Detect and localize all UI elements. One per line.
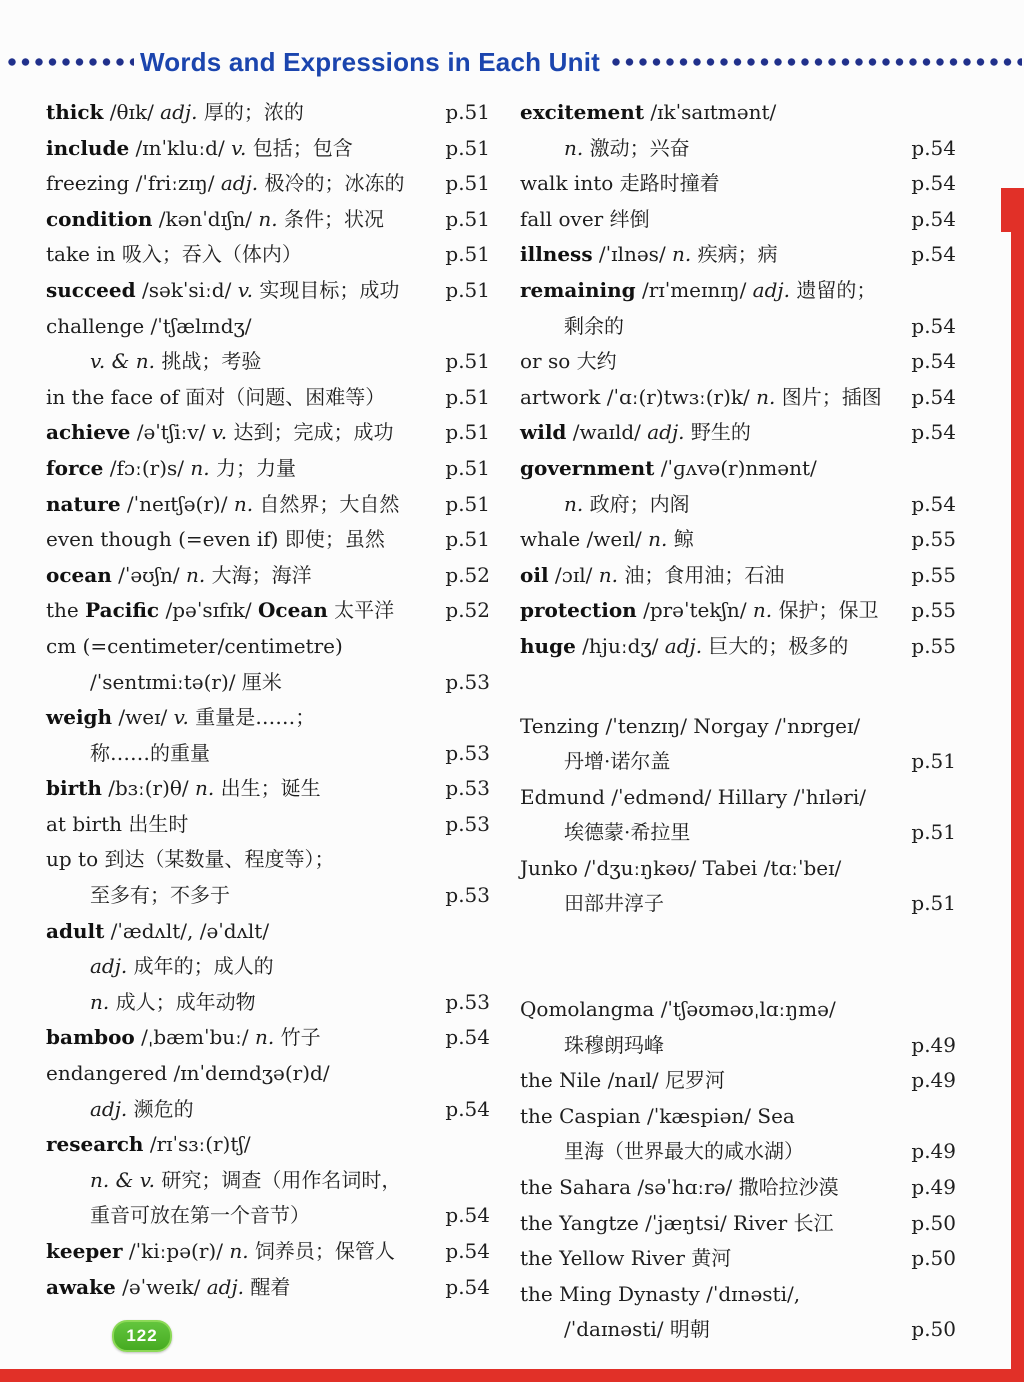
entry-line (520, 1241, 956, 1277)
page-ref: p.50 (911, 1246, 956, 1271)
entry-text: 田部井淳子 (564, 891, 664, 916)
entry-line (520, 780, 956, 816)
header-dotted-rule-right (610, 56, 1022, 68)
page-ref: p.51 (445, 491, 490, 516)
entry-text: remaining /rɪˈmeɪnɪŋ/ adj. 遗留的； (520, 277, 877, 302)
page-ref: p.51 (445, 100, 490, 124)
red-edge-right (1011, 188, 1024, 1382)
entry-line (520, 1312, 956, 1348)
entry-line (520, 131, 956, 167)
entry-line (520, 851, 956, 887)
entry-line (520, 815, 956, 851)
entry-text: awake /əˈweɪk/ adj. 醒着 (46, 1274, 291, 1299)
entry-text: protection /prəˈtekʃn/ n. 保护；保卫 (520, 598, 879, 623)
entry-text: 丹增·诺尔盖 (564, 749, 671, 774)
entry-line (46, 202, 490, 238)
column-gap (520, 922, 956, 992)
entry-text: adj. 成年的；成人的 (90, 954, 274, 979)
entry-text: the Yellow River 黄河 (520, 1246, 732, 1271)
page-ref: p.55 (911, 562, 956, 587)
entry-text: succeed /səkˈsiːd/ v. 实现目标；成功 (46, 277, 400, 302)
page-title: Words and Expressions in Each Unit (140, 46, 600, 77)
entry-text: up to 到达（某数量、程度等）； (46, 847, 335, 872)
entry-line (46, 842, 490, 878)
page-ref: p.54 (445, 1239, 490, 1263)
page-ref: p.51 (445, 349, 490, 374)
entry-text: cm (=centimeter/centimetre) (46, 633, 343, 658)
page-ref: p.54 (911, 242, 956, 267)
entry-text: n. 激动；兴奋 (564, 135, 690, 160)
entry-line (46, 415, 490, 451)
entry-line (520, 1099, 956, 1135)
entry-text: 重音可放在第一个音节） (90, 1203, 310, 1228)
entry-text: the Nile /naɪl/ 尼罗河 (520, 1068, 726, 1093)
entry-line (520, 487, 956, 523)
entry-text: adult /ˈædʌlt/, /əˈdʌlt/ (46, 918, 270, 943)
entry-line (46, 1198, 490, 1234)
entry-line (520, 558, 956, 594)
page-ref: p.54 (911, 171, 956, 196)
entry-line (46, 807, 490, 843)
red-edge-bottom (0, 1369, 1024, 1382)
entry-text: /ˈdaɪnəsti/ 明朝 (564, 1317, 710, 1342)
entry-text: bamboo /ˌbæmˈbuː/ n. 竹子 (46, 1025, 321, 1050)
page-ref: p.53 (445, 989, 490, 1014)
entry-line (46, 451, 490, 487)
entry-text: huge /hjuːdʒ/ adj. 巨大的；极多的 (520, 633, 849, 658)
entry-text: take in 吸入；吞入（体内） (46, 242, 302, 267)
page-ref: p.53 (445, 776, 490, 801)
entry-text: Tenzing /ˈtenzɪŋ/ Norgay /ˈnɒrɡeɪ/ (520, 713, 861, 738)
entry-line (46, 665, 490, 701)
page-ref: p.51 (911, 820, 956, 845)
entry-line (520, 380, 956, 416)
entry-line (520, 1277, 956, 1313)
entry-text: walk into 走路时撞着 (520, 171, 720, 196)
page-ref: p.53 (445, 883, 490, 908)
entry-line (46, 771, 490, 807)
page-ref: p.53 (445, 811, 490, 836)
entry-text: force /fɔː(r)s/ n. 力；力量 (46, 455, 296, 480)
page-ref: p.55 (911, 527, 956, 552)
entry-text: freezing /ˈfriːzɪŋ/ adj. 极冷的；冰冻的 (46, 171, 405, 196)
entry-text: oil /ɔɪl/ n. 油；食用油；石油 (520, 562, 785, 587)
page-ref: p.50 (911, 1210, 956, 1235)
entry-line (46, 736, 490, 772)
page-ref: p.49 (911, 1139, 956, 1164)
entry-text: weigh /weɪ/ v. 重量是……； (46, 705, 316, 730)
entry-line (46, 1270, 490, 1306)
entry-line (46, 309, 490, 345)
entry-line (46, 344, 490, 380)
page-ref: p.51 (445, 527, 490, 552)
entry-text: 珠穆朗玛峰 (564, 1032, 664, 1057)
entry-text: excitement /ɪkˈsaɪtmənt/ (520, 100, 777, 124)
page-ref: p.51 (445, 206, 490, 231)
entry-line (520, 522, 956, 558)
page-header (0, 44, 1024, 80)
entry-line (46, 95, 490, 131)
entry-text: or so 大约 (520, 349, 617, 374)
page-ref: p.51 (445, 171, 490, 196)
entry-line (46, 1127, 490, 1163)
entry-line (520, 886, 956, 922)
entry-text: even though (=even if) 即使；虽然 (46, 527, 385, 552)
entry-text: the Sahara /səˈhɑːrə/ 撒哈拉沙漠 (520, 1175, 839, 1200)
entry-line (46, 1020, 490, 1056)
page-ref: p.54 (445, 1274, 490, 1299)
page-ref: p.51 (911, 749, 956, 774)
page-ref: p.54 (911, 349, 956, 374)
entry-line (46, 1092, 490, 1128)
entry-line (46, 1234, 490, 1270)
entry-line (46, 1163, 490, 1199)
entry-line (46, 878, 490, 914)
page-ref: p.49 (911, 1175, 956, 1200)
entry-line (520, 415, 956, 451)
entry-text: n. 成人；成年动物 (90, 989, 256, 1014)
entry-text: n. 政府；内阁 (564, 491, 690, 516)
entry-text: artwork /ˈɑː(r)twɜː(r)k/ n. 图片；插图 (520, 384, 882, 409)
page-ref: p.49 (911, 1032, 956, 1057)
entry-line (520, 309, 956, 345)
page-ref: p.51 (445, 384, 490, 409)
page-ref: p.50 (911, 1317, 956, 1342)
entry-line (520, 202, 956, 238)
entry-text: the Caspian /ˈkæspiən/ Sea (520, 1103, 795, 1128)
page-ref: p.55 (911, 598, 956, 623)
header-dotted-rule-left (6, 56, 134, 68)
entry-text: whale /weɪl/ n. 鲸 (520, 527, 694, 552)
entry-line (520, 709, 956, 745)
entry-text: research /rɪˈsɜː(r)tʃ/ (46, 1132, 251, 1157)
entry-line (46, 949, 490, 985)
entry-line (520, 1028, 956, 1064)
entry-text: Qomolangma /ˈtʃəʊməʊˌlɑːŋmə/ (520, 997, 836, 1022)
entry-text: v. & n. 挑战；考验 (90, 349, 262, 374)
entry-line (520, 1206, 956, 1242)
entry-line (46, 487, 490, 523)
entry-line (46, 131, 490, 167)
vocab-column-right (520, 95, 956, 1348)
entry-line (46, 629, 490, 665)
entry-text: Edmund /ˈedmənd/ Hillary /ˈhɪləri/ (520, 784, 866, 809)
page-ref: p.54 (911, 384, 956, 409)
entry-text: condition /kənˈdɪʃn/ n. 条件；状况 (46, 206, 385, 231)
entry-text: 至多有；不多于 (90, 883, 230, 908)
entry-text: endangered /ɪnˈdeɪndʒə(r)d/ (46, 1061, 330, 1086)
entry-line (520, 593, 956, 629)
entry-line (520, 166, 956, 202)
entry-text: the Pacific /pəˈsɪfɪk/ Ocean 太平洋 (46, 598, 395, 623)
entry-text: nature /ˈneɪtʃə(r)/ n. 自然界；大自然 (46, 491, 400, 516)
entry-text: 里海（世界最大的咸水湖） (564, 1139, 804, 1164)
entry-line (520, 237, 956, 273)
page-ref: p.54 (445, 1096, 490, 1121)
entry-line (520, 344, 956, 380)
page-ref: p.51 (445, 455, 490, 480)
entry-line (520, 629, 956, 665)
entry-line (46, 914, 490, 950)
entry-text: wild /waɪld/ adj. 野生的 (520, 420, 751, 445)
page-ref: p.53 (445, 669, 490, 694)
page-ref: p.53 (445, 740, 490, 765)
entry-text: thick /θɪk/ adj. 厚的；浓的 (46, 100, 304, 124)
entry-text: challenge /ˈtʃælɪndʒ/ (46, 313, 252, 338)
entry-text: illness /ˈɪlnəs/ n. 疾病；病 (520, 242, 778, 267)
entry-text: keeper /ˈkiːpə(r)/ n. 饲养员；保管人 (46, 1239, 395, 1263)
page-ref: p.54 (445, 1203, 490, 1228)
page-ref: p.55 (911, 633, 956, 658)
page-ref: p.54 (911, 491, 956, 516)
page-ref: p.52 (445, 598, 490, 623)
entry-line (520, 992, 956, 1028)
page-ref: p.54 (911, 313, 956, 338)
page-ref: p.51 (911, 891, 956, 916)
page-ref: p.54 (911, 135, 956, 160)
entry-text: 剩余的 (564, 313, 624, 338)
entry-text: include /ɪnˈkluːd/ v. 包括；包含 (46, 135, 353, 160)
entry-line (520, 1170, 956, 1206)
entry-line (46, 273, 490, 309)
entry-line (520, 95, 956, 131)
page-ref: p.49 (911, 1068, 956, 1093)
entry-text: ocean /ˈəʊʃn/ n. 大海；海洋 (46, 562, 312, 587)
page-number-badge: 122 (112, 1320, 172, 1352)
page-ref: p.51 (445, 135, 490, 160)
entry-line (520, 1134, 956, 1170)
page-ref: p.54 (445, 1025, 490, 1050)
entry-text: achieve /əˈtʃiːv/ v. 达到；完成；成功 (46, 420, 394, 445)
page-ref: p.54 (911, 420, 956, 445)
page-ref: p.52 (445, 562, 490, 587)
entry-line (46, 700, 490, 736)
entry-line (520, 744, 956, 780)
column-gap (520, 665, 956, 709)
page-ref: p.51 (445, 420, 490, 445)
entry-text: the Yangtze /ˈjæŋtsi/ River 长江 (520, 1210, 834, 1235)
entry-line (46, 237, 490, 273)
entry-line (520, 1063, 956, 1099)
entry-line (46, 1056, 490, 1092)
page-ref: p.51 (445, 242, 490, 267)
entry-text: at birth 出生时 (46, 811, 189, 836)
entry-text: the Ming Dynasty /ˈdɪnəsti/, (520, 1281, 801, 1306)
entry-line (46, 593, 490, 629)
entry-line (46, 380, 490, 416)
entry-line (46, 558, 490, 594)
entry-line (46, 985, 490, 1021)
entry-text: n. & v. 研究；调查（用作名词时， (90, 1167, 402, 1192)
entry-line (46, 522, 490, 558)
entry-text: birth /bɜː(r)θ/ n. 出生；诞生 (46, 776, 321, 801)
page-ref: p.54 (911, 206, 956, 231)
vocab-column-left (46, 95, 490, 1305)
entry-text: 称……的重量 (90, 740, 210, 765)
entry-text: government /ˈɡʌvə(r)nmənt/ (520, 455, 817, 480)
entry-text: 埃德蒙·希拉里 (564, 820, 691, 845)
entry-text: in the face of 面对（问题、困难等） (46, 384, 386, 409)
entry-text: /ˈsentɪmiːtə(r)/ 厘米 (90, 669, 282, 694)
page-ref: p.51 (445, 277, 490, 302)
entry-text: Junko /ˈdʒuːŋkəʊ/ Tabei /tɑːˈbeɪ/ (520, 855, 842, 880)
entry-line (46, 166, 490, 202)
entry-text: adj. 濒危的 (90, 1096, 194, 1121)
entry-line (520, 451, 956, 487)
entry-line (520, 273, 956, 309)
entry-text: fall over 绊倒 (520, 206, 650, 231)
